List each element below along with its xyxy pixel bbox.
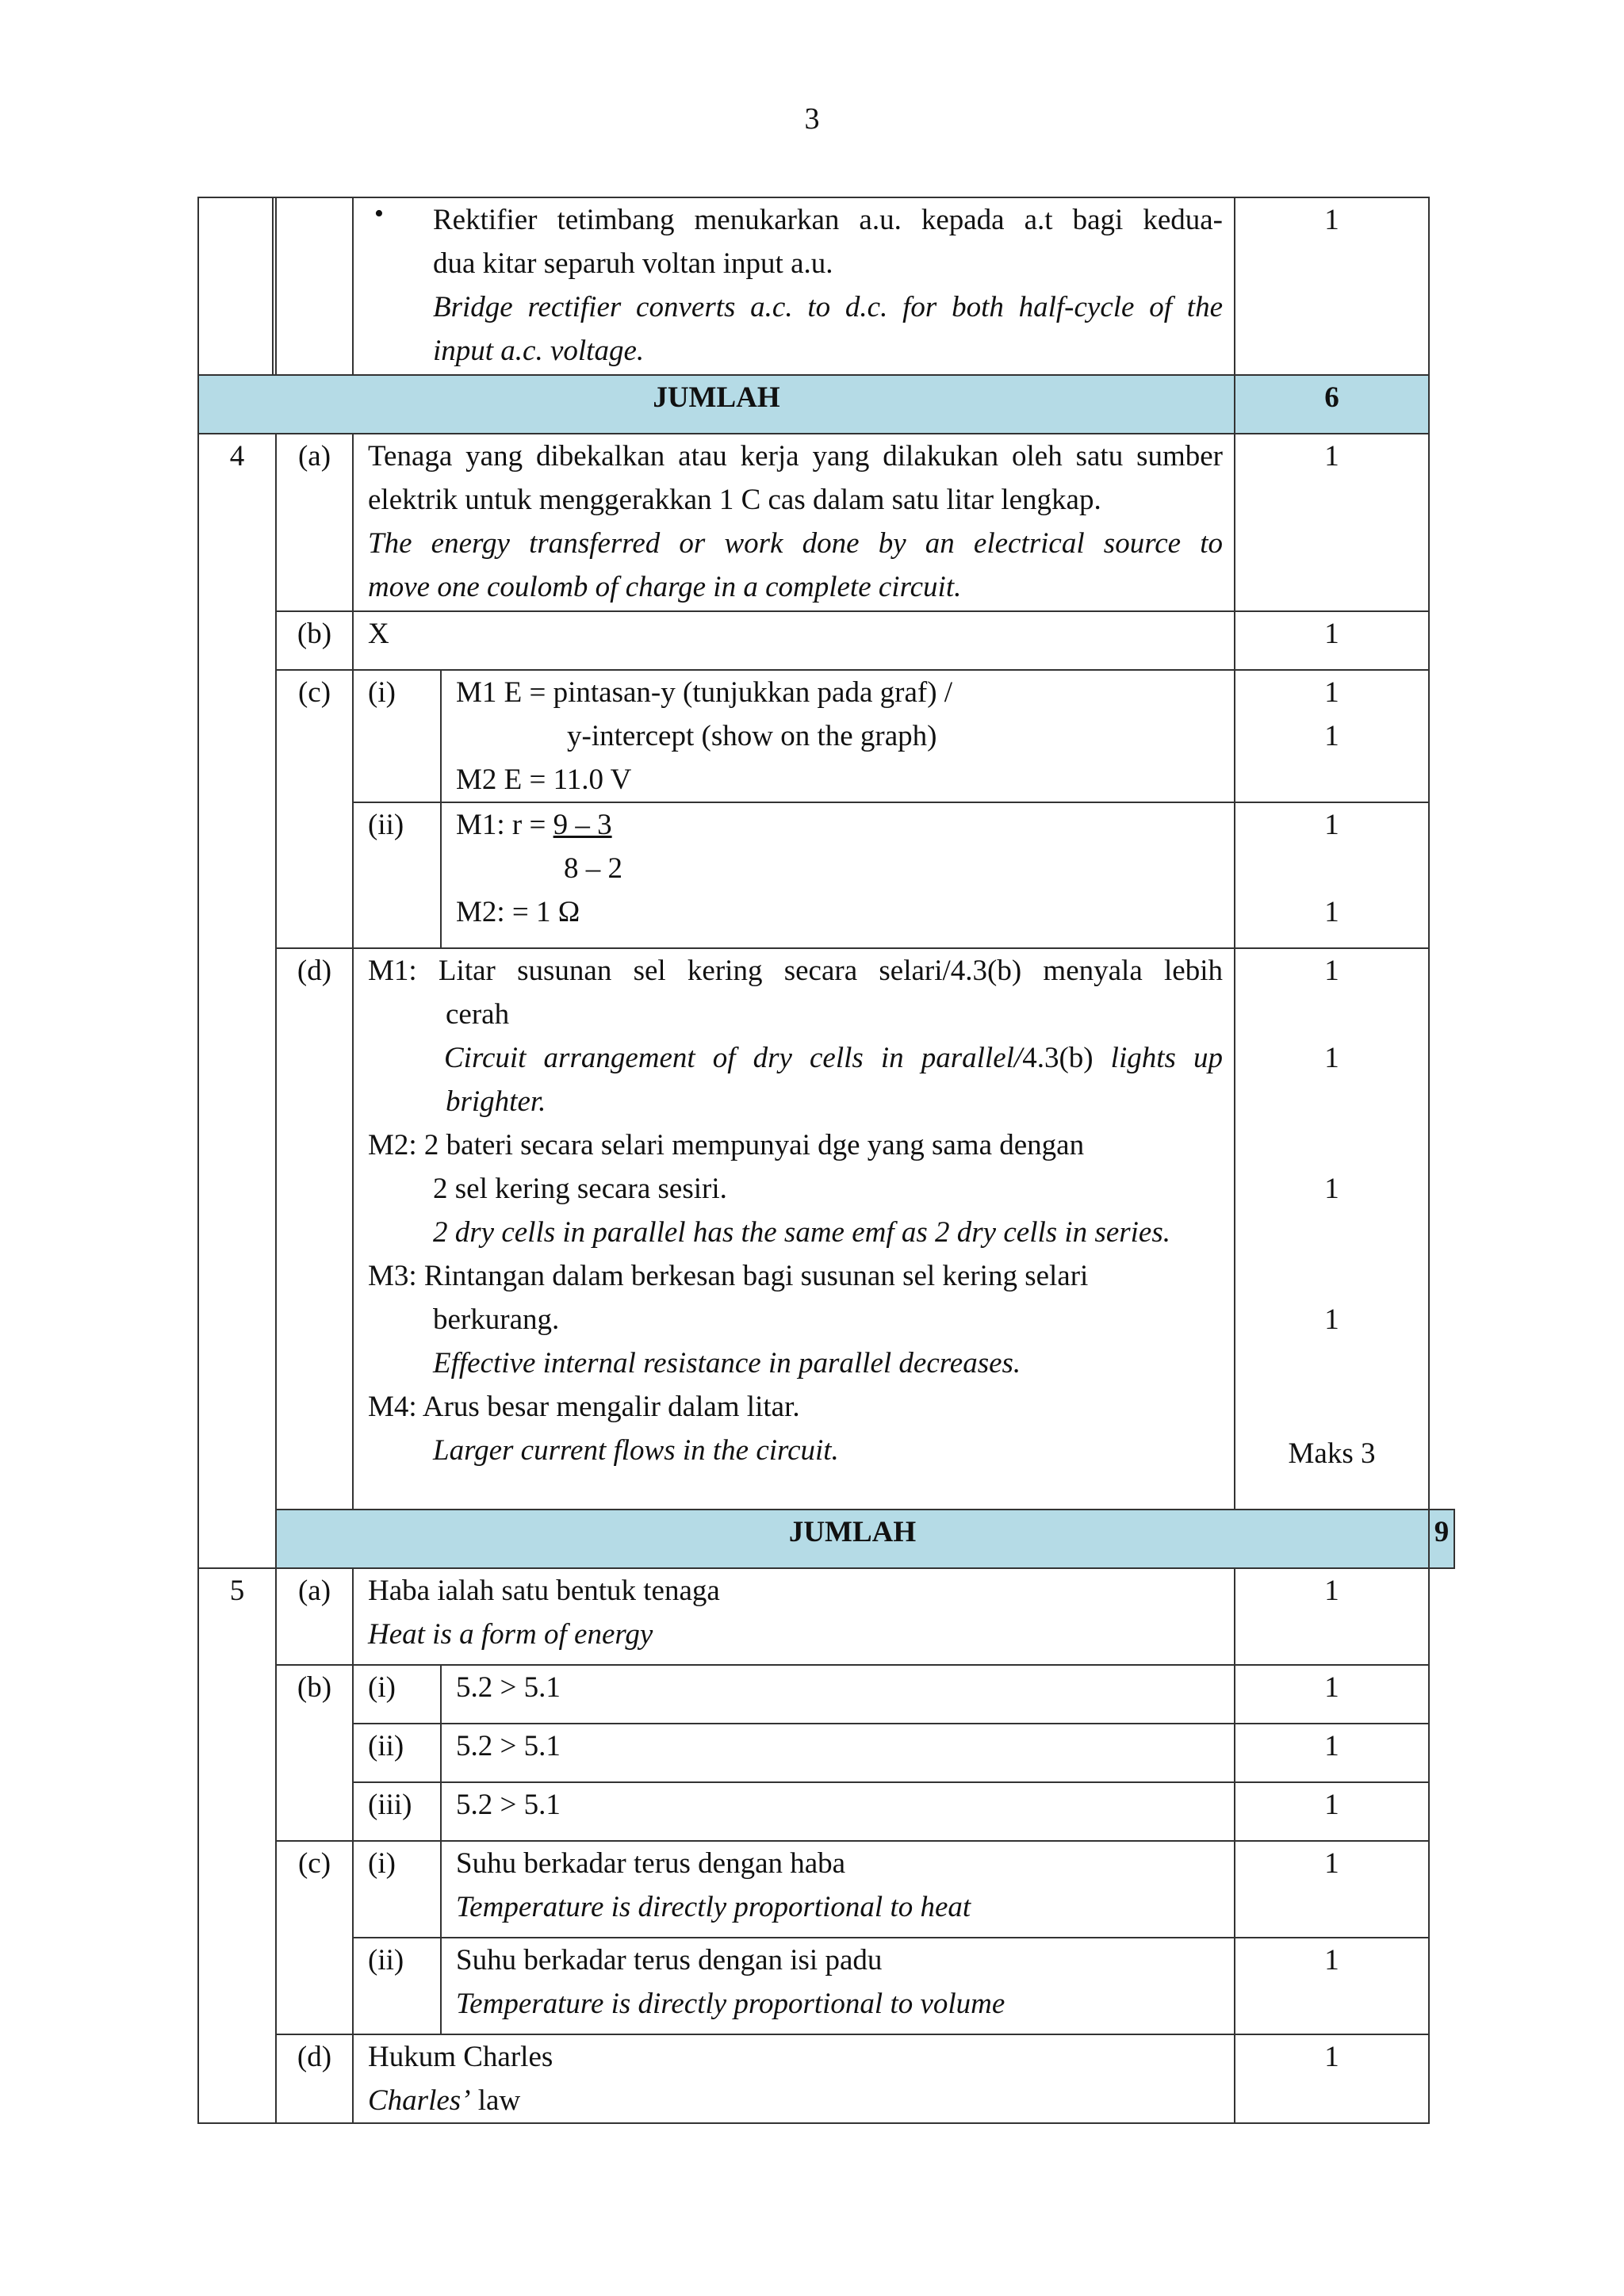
mark-cell: 1 (1235, 1782, 1429, 1841)
table-row: 4 (a) Tenaga yang dibekalkan atau kerja yang dilakukan oleh satu sumber elektrik untuk menggerakkan 1 C cas dalam satu litar lengkap. The energy transferred or work done by an electrical source to move one coulomb of charge in a complete circuit. 1 (198, 434, 1454, 611)
table-row: (d) M1: Litar susunan sel kering secara selari/4.3(b) menyala lebih cerah Circuit arrangement of dry cells in parallel/4.3(b) lights up brighter. M2: 2 bateri secara selari mempunyai dge yang sama dengan 2 sel kering secara sesiri. 2 dry cells in parallel has the same emf as 2 dry cells in series. M3: Rintangan dalam berkesan bagi susunan sel kering selari berkurang. Effective internal resistance in parallel decreases. M4: Arus besar mengalir dalam litar. Larger current flows in the circuit. 1 1 1 1 Maks 3 (198, 948, 1454, 1510)
mark-cell: 1 (1235, 1568, 1429, 1665)
part-label: (a) (276, 434, 353, 611)
mark-cell: 1 (1324, 1042, 1339, 1074)
part-label: (d) (276, 948, 353, 1510)
total-label: JUMLAH (276, 1510, 1429, 1568)
answer-text: 5.2 > 5.1 (441, 1665, 1235, 1724)
mark-cell: 1 (1324, 896, 1339, 928)
table-row: (ii) M1: r = 9 – 3 8 – 2 M2: = 1 Ω 1 1 (198, 802, 1454, 948)
part-label: (b) (276, 611, 353, 670)
sub-part-label: (ii) (353, 802, 441, 948)
mark-cell: 1 (1235, 197, 1429, 375)
question-number: 4 (198, 434, 276, 1568)
part-label: (c) (276, 670, 353, 948)
total-label: JUMLAH (198, 375, 1235, 434)
table-row (198, 611, 1454, 670)
answer-text: X (353, 611, 1235, 670)
total-row (198, 1510, 1454, 1568)
fraction-numerator: 9 – 3 (553, 809, 612, 841)
mark-cell: 1 (1235, 1938, 1429, 2034)
total-value: 9 (1429, 1510, 1454, 1568)
mark-cell: 1 (1235, 434, 1429, 611)
fraction-denominator: 8 – 2 (564, 852, 622, 885)
sub-part-label: (ii) (353, 1938, 441, 2034)
table-row (198, 1665, 1454, 1724)
question-number: 5 (198, 1568, 276, 2123)
part-label: (b) (276, 1665, 353, 1841)
sub-part-label: (ii) (353, 1724, 441, 1782)
bullet-icon: • (374, 199, 384, 228)
answer-text: 5.2 > 5.1 (441, 1724, 1235, 1782)
table-row (198, 1724, 1454, 1782)
table-row (198, 197, 1454, 375)
mark-cell: 1 (1235, 1665, 1429, 1724)
table-row (198, 1782, 1454, 1841)
mark-cell: 1 (1235, 2034, 1429, 2123)
mark-cell: 1 (1324, 1303, 1339, 1336)
sub-part-label: (i) (353, 1665, 441, 1724)
total-row (198, 375, 1454, 434)
mark-cell: 1 (1324, 955, 1339, 987)
part-label: (a) (276, 1568, 353, 1665)
table-row: (d) Hukum Charles Charles’ law 1 (198, 2034, 1454, 2123)
table-row: (c) (i) M1 E = pintasan-y (tunjukkan pada graf) / y-intercept (show on the graph) M2 E = 11.0 V 1 1 (198, 670, 1454, 802)
marking-scheme-table (197, 197, 1455, 2124)
mark-cell: 1 (1235, 1724, 1429, 1782)
mark-cell: 1 (1235, 611, 1429, 670)
sub-part-label: (i) (353, 670, 441, 802)
part-label: (d) (276, 2034, 353, 2123)
table-row: (ii) Suhu berkadar terus dengan isi padu Temperature is directly proportional to volume 1 (198, 1938, 1454, 2034)
mark-cell: 1 (1324, 720, 1339, 752)
mark-cell: 1 (1235, 1841, 1429, 1938)
mark-cell: 1 (1324, 676, 1339, 709)
part-label: (c) (276, 1841, 353, 2034)
rectifier-answer: • Rektifier tetimbang menukarkan a.u. kepada a.t bagi kedua- dua kitar separuh voltan input a.u. Bridge rectifier converts a.c. to d.c. for both half-cycle of the input a.c. voltage. (353, 197, 1235, 375)
total-value: 6 (1235, 375, 1429, 434)
sub-part-label: (iii) (353, 1782, 441, 1841)
sub-part-label: (i) (353, 1841, 441, 1938)
page-number: 3 (804, 102, 820, 136)
answer-text: 5.2 > 5.1 (441, 1782, 1235, 1841)
max-marks: Maks 3 (1288, 1437, 1376, 1470)
table-row: (c) (i) Suhu berkadar terus dengan haba Temperature is directly proportional to heat 1 (198, 1841, 1454, 1938)
table-row: 5 (a) Haba ialah satu bentuk tenaga Heat is a form of energy 1 (198, 1568, 1454, 1665)
mark-cell: 1 (1324, 1173, 1339, 1205)
mark-cell: 1 (1324, 809, 1339, 841)
